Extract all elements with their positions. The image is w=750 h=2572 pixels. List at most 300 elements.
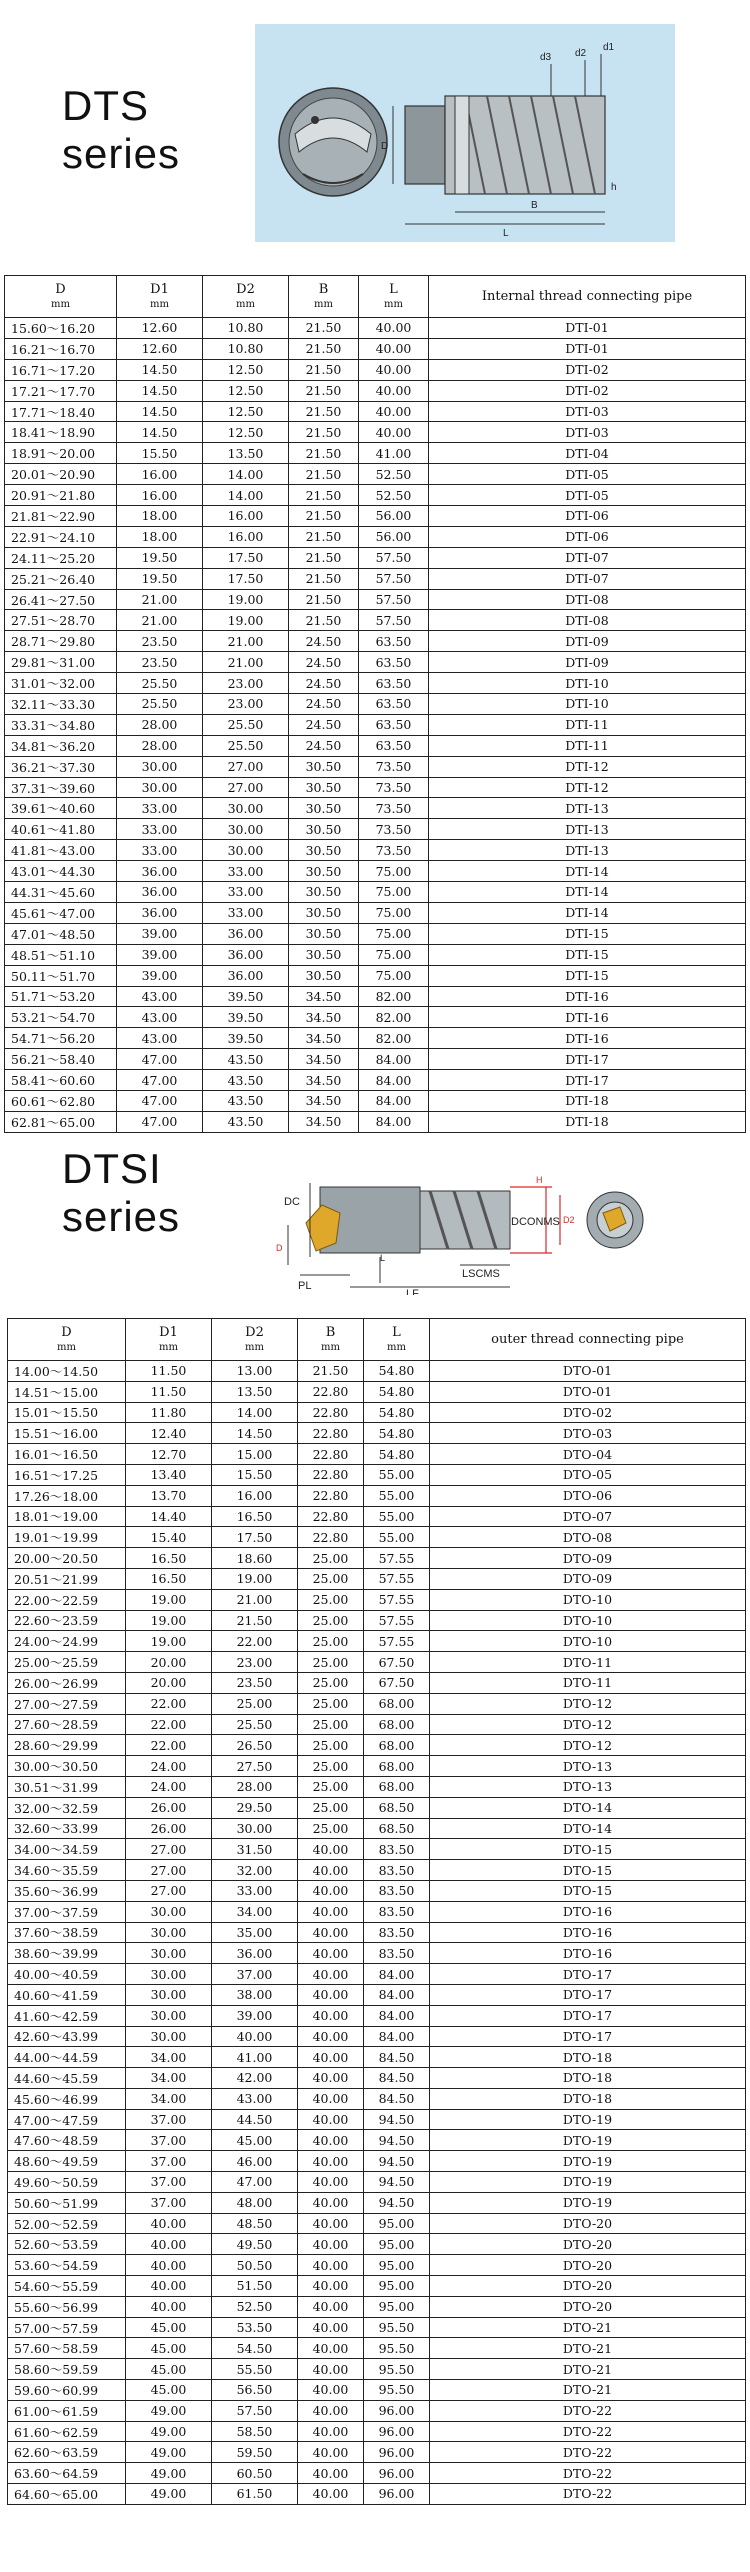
table-row bbox=[5, 485, 746, 506]
table-cell: 61.50 bbox=[212, 2484, 298, 2505]
table-cell: DTO-22 bbox=[430, 2400, 746, 2421]
dts-title-line1: DTS bbox=[62, 82, 149, 129]
table-cell: 25.00 bbox=[298, 1797, 364, 1818]
table-row bbox=[5, 714, 746, 735]
table-cell: 34.81～36.20 bbox=[5, 735, 117, 756]
table-row bbox=[8, 2088, 746, 2109]
table-cell: 63.50 bbox=[359, 694, 429, 715]
dtsi-col-b: B mm bbox=[298, 1319, 364, 1361]
table-cell: 30.00 bbox=[126, 2026, 212, 2047]
table-cell: 45.00 bbox=[126, 2359, 212, 2380]
table-row bbox=[5, 318, 746, 339]
table-cell: 22.00～22.59 bbox=[8, 1589, 126, 1610]
table-cell: 68.00 bbox=[364, 1714, 430, 1735]
table-cell: 50.60～51.99 bbox=[8, 2192, 126, 2213]
table-cell: 58.41～60.60 bbox=[5, 1070, 117, 1091]
table-cell: 40.00 bbox=[126, 2255, 212, 2276]
table-cell: 15.01～15.50 bbox=[8, 1402, 126, 1423]
table-cell: 38.60～39.99 bbox=[8, 1943, 126, 1964]
table-cell: 47.00 bbox=[117, 1049, 203, 1070]
table-cell: DTI-16 bbox=[429, 1028, 746, 1049]
table-cell: 19.01～19.99 bbox=[8, 1527, 126, 1548]
table-cell: 25.50 bbox=[117, 694, 203, 715]
table-cell: DTO-18 bbox=[430, 2047, 746, 2068]
table-row bbox=[8, 2213, 746, 2234]
table-cell: 40.00 bbox=[298, 1839, 364, 1860]
table-cell: DTO-01 bbox=[430, 1361, 746, 1382]
table-cell: 59.60～60.99 bbox=[8, 2380, 126, 2401]
table-cell: 41.81～43.00 bbox=[5, 840, 117, 861]
table-cell: 84.00 bbox=[364, 2026, 430, 2047]
table-cell: 20.91～21.80 bbox=[5, 485, 117, 506]
table-cell: 23.00 bbox=[212, 1652, 298, 1673]
table-cell: 64.60～65.00 bbox=[8, 2484, 126, 2505]
table-cell: 54.80 bbox=[364, 1444, 430, 1465]
table-row bbox=[8, 1984, 746, 2005]
table-cell: 40.00 bbox=[359, 401, 429, 422]
table-cell: 17.50 bbox=[203, 568, 289, 589]
table-row bbox=[8, 2421, 746, 2442]
table-cell: 57.50 bbox=[212, 2400, 298, 2421]
table-cell: DTI-10 bbox=[429, 694, 746, 715]
table-cell: 21.50 bbox=[289, 506, 359, 527]
table-cell: DTI-17 bbox=[429, 1049, 746, 1070]
table-cell: 44.00～44.59 bbox=[8, 2047, 126, 2068]
table-cell: 36.00 bbox=[117, 882, 203, 903]
table-cell: 34.50 bbox=[289, 1007, 359, 1028]
table-cell: 27.00 bbox=[203, 777, 289, 798]
table-cell: 56.50 bbox=[212, 2380, 298, 2401]
table-cell: 59.50 bbox=[212, 2442, 298, 2463]
table-cell: 36.00 bbox=[203, 965, 289, 986]
table-cell: 40.00 bbox=[298, 2463, 364, 2484]
table-cell: DTO-17 bbox=[430, 2005, 746, 2026]
table-cell: 37.00 bbox=[212, 1964, 298, 1985]
table-cell: 21.50 bbox=[298, 1361, 364, 1382]
table-cell: DTO-01 bbox=[430, 1381, 746, 1402]
table-cell: 26.50 bbox=[212, 1735, 298, 1756]
table-row bbox=[5, 526, 746, 547]
table-cell: 52.50 bbox=[359, 485, 429, 506]
table-cell: 40.00 bbox=[359, 338, 429, 359]
table-cell: 57.50 bbox=[359, 589, 429, 610]
table-cell: 75.00 bbox=[359, 861, 429, 882]
table-cell: 14.50 bbox=[117, 401, 203, 422]
table-cell: 17.21～17.70 bbox=[5, 380, 117, 401]
dtsi-table-body bbox=[8, 1361, 746, 2505]
table-cell: 14.50 bbox=[212, 1423, 298, 1444]
dtsi-label-d2: D2 bbox=[563, 1215, 575, 1225]
table-cell: 21.50 bbox=[289, 443, 359, 464]
table-cell: 73.50 bbox=[359, 756, 429, 777]
table-cell: DTI-18 bbox=[429, 1090, 746, 1111]
table-row bbox=[8, 2276, 746, 2297]
table-cell: 36.00 bbox=[203, 923, 289, 944]
table-cell: 36.00 bbox=[212, 1943, 298, 1964]
table-cell: 16.50 bbox=[126, 1548, 212, 1569]
table-row bbox=[8, 2151, 746, 2172]
table-cell: 94.50 bbox=[364, 2151, 430, 2172]
table-cell: 95.00 bbox=[364, 2213, 430, 2234]
table-cell: DTO-18 bbox=[430, 2088, 746, 2109]
table-cell: 36.00 bbox=[203, 944, 289, 965]
table-cell: 40.00 bbox=[298, 2276, 364, 2297]
table-cell: DTI-09 bbox=[429, 652, 746, 673]
table-cell: 14.51～15.00 bbox=[8, 1381, 126, 1402]
table-cell: 38.00 bbox=[212, 1984, 298, 2005]
table-cell: 24.50 bbox=[289, 673, 359, 694]
table-row bbox=[8, 1797, 746, 1818]
table-cell: 36.21～37.30 bbox=[5, 756, 117, 777]
table-cell: 44.50 bbox=[212, 2109, 298, 2130]
table-row bbox=[8, 2192, 746, 2213]
table-cell: 27.00 bbox=[126, 1860, 212, 1881]
table-cell: 54.50 bbox=[212, 2338, 298, 2359]
dtsi-label-pl: PL bbox=[298, 1280, 312, 1292]
table-cell: 45.00 bbox=[212, 2130, 298, 2151]
table-cell: DTO-20 bbox=[430, 2276, 746, 2297]
table-cell: 20.00 bbox=[126, 1652, 212, 1673]
table-cell: 34.50 bbox=[289, 1070, 359, 1091]
table-cell: 49.60～50.59 bbox=[8, 2172, 126, 2193]
table-cell: 36.00 bbox=[117, 902, 203, 923]
table-cell: DTI-04 bbox=[429, 443, 746, 464]
table-cell: 25.00 bbox=[212, 1693, 298, 1714]
table-cell: 19.00 bbox=[203, 589, 289, 610]
table-row bbox=[5, 819, 746, 840]
table-row bbox=[5, 401, 746, 422]
table-cell: 68.00 bbox=[364, 1735, 430, 1756]
table-cell: DTI-13 bbox=[429, 798, 746, 819]
table-cell: 25.00 bbox=[298, 1714, 364, 1735]
table-cell: 13.50 bbox=[203, 443, 289, 464]
table-cell: 29.50 bbox=[212, 1797, 298, 1818]
table-cell: 37.00 bbox=[126, 2109, 212, 2130]
dts-col-d: D mm bbox=[5, 276, 117, 318]
table-cell: 15.40 bbox=[126, 1527, 212, 1548]
table-cell: 13.40 bbox=[126, 1464, 212, 1485]
table-row bbox=[8, 1589, 746, 1610]
table-cell: 96.00 bbox=[364, 2463, 430, 2484]
table-cell: 30.51～31.99 bbox=[8, 1776, 126, 1797]
table-cell: DTO-16 bbox=[430, 1922, 746, 1943]
table-cell: DTO-06 bbox=[430, 1485, 746, 1506]
table-cell: 15.50 bbox=[212, 1464, 298, 1485]
table-cell: 27.50 bbox=[212, 1756, 298, 1777]
table-cell: 30.00 bbox=[126, 1901, 212, 1922]
table-cell: 40.00 bbox=[298, 2296, 364, 2317]
table-cell: 21.00 bbox=[203, 652, 289, 673]
table-cell: DTI-02 bbox=[429, 380, 746, 401]
table-cell: 47.00 bbox=[117, 1111, 203, 1132]
table-cell: DTI-11 bbox=[429, 714, 746, 735]
table-cell: DTI-09 bbox=[429, 631, 746, 652]
table-cell: 21.00 bbox=[117, 610, 203, 631]
table-cell: 25.50 bbox=[203, 735, 289, 756]
table-cell: 11.50 bbox=[126, 1361, 212, 1382]
table-cell: DTO-10 bbox=[430, 1589, 746, 1610]
table-row bbox=[8, 2026, 746, 2047]
table-cell: 46.00 bbox=[212, 2151, 298, 2172]
table-cell: DTO-21 bbox=[430, 2359, 746, 2380]
table-cell: 40.00 bbox=[126, 2213, 212, 2234]
table-cell: 40.00 bbox=[298, 2484, 364, 2505]
table-cell: 40.00 bbox=[298, 2338, 364, 2359]
table-cell: DTI-12 bbox=[429, 777, 746, 798]
table-row bbox=[8, 2296, 746, 2317]
dts-tool-diagram bbox=[255, 24, 675, 242]
table-cell: 40.00 bbox=[298, 2047, 364, 2068]
table-cell: DTI-08 bbox=[429, 589, 746, 610]
table-cell: 40.00 bbox=[298, 1901, 364, 1922]
table-cell: 52.00～52.59 bbox=[8, 2213, 126, 2234]
table-row bbox=[8, 2380, 746, 2401]
table-cell: DTI-07 bbox=[429, 568, 746, 589]
table-cell: 19.00 bbox=[126, 1610, 212, 1631]
table-cell: 40.00 bbox=[298, 2255, 364, 2276]
table-cell: 43.00 bbox=[212, 2088, 298, 2109]
table-cell: 17.50 bbox=[203, 547, 289, 568]
table-cell: 23.50 bbox=[117, 631, 203, 652]
dts-label-D: D bbox=[381, 141, 389, 152]
table-cell: 40.00 bbox=[298, 2400, 364, 2421]
table-cell: 84.00 bbox=[364, 2005, 430, 2026]
table-cell: 22.00 bbox=[212, 1631, 298, 1652]
dtsi-col-pipe: outer thread connecting pipe bbox=[430, 1319, 746, 1361]
table-cell: 40.00 bbox=[298, 1922, 364, 1943]
table-cell: 47.00 bbox=[117, 1090, 203, 1111]
table-cell: 24.00～24.99 bbox=[8, 1631, 126, 1652]
table-row bbox=[8, 1672, 746, 1693]
table-cell: 18.41～18.90 bbox=[5, 422, 117, 443]
table-cell: 43.50 bbox=[203, 1090, 289, 1111]
table-cell: 82.00 bbox=[359, 1007, 429, 1028]
table-cell: 34.00 bbox=[126, 2088, 212, 2109]
table-cell: 48.00 bbox=[212, 2192, 298, 2213]
table-row bbox=[8, 2338, 746, 2359]
table-row bbox=[8, 1735, 746, 1756]
table-cell: 12.50 bbox=[203, 401, 289, 422]
table-cell: DTI-02 bbox=[429, 359, 746, 380]
table-cell: 94.50 bbox=[364, 2109, 430, 2130]
table-cell: 52.50 bbox=[212, 2296, 298, 2317]
table-cell: 73.50 bbox=[359, 819, 429, 840]
table-cell: 82.00 bbox=[359, 986, 429, 1007]
table-cell: 49.00 bbox=[126, 2421, 212, 2442]
table-cell: 50.50 bbox=[212, 2255, 298, 2276]
table-row bbox=[5, 380, 746, 401]
table-cell: DTO-17 bbox=[430, 1984, 746, 2005]
table-row bbox=[8, 2400, 746, 2421]
table-cell: 63.50 bbox=[359, 652, 429, 673]
table-cell: 12.50 bbox=[203, 422, 289, 443]
table-row bbox=[5, 798, 746, 819]
table-cell: DTI-14 bbox=[429, 861, 746, 882]
table-cell: 25.00 bbox=[298, 1610, 364, 1631]
table-cell: 16.00 bbox=[212, 1485, 298, 1506]
table-cell: DTO-19 bbox=[430, 2151, 746, 2172]
dtsi-label-lscms: LSCMS bbox=[462, 1268, 500, 1280]
table-row bbox=[5, 568, 746, 589]
table-cell: 30.50 bbox=[289, 819, 359, 840]
table-cell: 27.00 bbox=[126, 1839, 212, 1860]
table-row bbox=[5, 1070, 746, 1091]
dts-title-line2: series bbox=[62, 130, 181, 177]
table-cell: 68.50 bbox=[364, 1797, 430, 1818]
dtsi-col-d1: D1 mm bbox=[126, 1319, 212, 1361]
table-cell: 57.55 bbox=[364, 1548, 430, 1569]
table-cell: 53.50 bbox=[212, 2317, 298, 2338]
table-cell: 40.00 bbox=[126, 2296, 212, 2317]
table-cell: 57.55 bbox=[364, 1568, 430, 1589]
table-cell: 40.60～41.59 bbox=[8, 1984, 126, 2005]
table-cell: 24.50 bbox=[289, 714, 359, 735]
table-cell: 30.00 bbox=[203, 840, 289, 861]
table-cell: DTO-04 bbox=[430, 1444, 746, 1465]
table-cell: 25.50 bbox=[117, 673, 203, 694]
table-cell: DTI-15 bbox=[429, 923, 746, 944]
table-cell: 95.00 bbox=[364, 2255, 430, 2276]
table-cell: 40.00 bbox=[298, 2380, 364, 2401]
table-row bbox=[5, 422, 746, 443]
table-cell: 40.00 bbox=[298, 1964, 364, 1985]
table-cell: 40.00 bbox=[126, 2234, 212, 2255]
table-cell: 23.00 bbox=[203, 673, 289, 694]
table-cell: 30.50 bbox=[289, 756, 359, 777]
table-cell: 73.50 bbox=[359, 840, 429, 861]
table-cell: 16.71～17.20 bbox=[5, 359, 117, 380]
table-cell: 18.91～20.00 bbox=[5, 443, 117, 464]
table-cell: 15.51～16.00 bbox=[8, 1423, 126, 1444]
table-cell: 50.11～51.70 bbox=[5, 965, 117, 986]
table-cell: 42.60～43.99 bbox=[8, 2026, 126, 2047]
table-cell: 28.00 bbox=[117, 714, 203, 735]
table-row bbox=[8, 1527, 746, 1548]
table-cell: 16.01～16.50 bbox=[8, 1444, 126, 1465]
table-cell: 26.00～26.99 bbox=[8, 1672, 126, 1693]
table-cell: 21.50 bbox=[289, 589, 359, 610]
table-row bbox=[5, 1007, 746, 1028]
table-cell: 16.50 bbox=[212, 1506, 298, 1527]
dts-spec-table bbox=[4, 275, 746, 1133]
table-cell: 20.00～20.50 bbox=[8, 1548, 126, 1569]
table-cell: 37.60～38.59 bbox=[8, 1922, 126, 1943]
table-cell: 18.00 bbox=[117, 506, 203, 527]
table-cell: 54.80 bbox=[364, 1423, 430, 1444]
table-row bbox=[8, 2463, 746, 2484]
table-cell: DTI-15 bbox=[429, 944, 746, 965]
table-cell: 12.60 bbox=[117, 318, 203, 339]
table-cell: 40.00 bbox=[359, 422, 429, 443]
table-row bbox=[8, 1860, 746, 1881]
table-cell: 40.00～40.59 bbox=[8, 1964, 126, 1985]
table-row bbox=[5, 443, 746, 464]
table-cell: 40.00 bbox=[359, 380, 429, 401]
table-cell: 63.50 bbox=[359, 673, 429, 694]
table-cell: 25.00～25.59 bbox=[8, 1652, 126, 1673]
table-cell: 32.00 bbox=[212, 1860, 298, 1881]
table-cell: DTI-17 bbox=[429, 1070, 746, 1091]
table-cell: 25.00 bbox=[298, 1631, 364, 1652]
table-cell: 22.00 bbox=[126, 1735, 212, 1756]
table-cell: 43.50 bbox=[203, 1111, 289, 1132]
table-cell: 95.50 bbox=[364, 2317, 430, 2338]
table-row bbox=[5, 902, 746, 923]
table-row bbox=[5, 756, 746, 777]
table-cell: 24.50 bbox=[289, 735, 359, 756]
table-cell: 48.51～51.10 bbox=[5, 944, 117, 965]
dts-label-d1: d1 bbox=[603, 42, 615, 53]
table-cell: 11.80 bbox=[126, 1402, 212, 1423]
table-cell: 40.00 bbox=[298, 2234, 364, 2255]
table-cell: 47.60～48.59 bbox=[8, 2130, 126, 2151]
table-cell: 30.50 bbox=[289, 902, 359, 923]
dtsi-header-row bbox=[8, 1319, 746, 1361]
table-cell: DTO-21 bbox=[430, 2317, 746, 2338]
table-cell: 24.50 bbox=[289, 652, 359, 673]
table-cell: 40.61～41.80 bbox=[5, 819, 117, 840]
table-cell: 40.00 bbox=[298, 2317, 364, 2338]
dts-header-row bbox=[5, 276, 746, 318]
table-cell: 22.80 bbox=[298, 1423, 364, 1444]
table-cell: 29.81～31.00 bbox=[5, 652, 117, 673]
table-row bbox=[5, 1111, 746, 1132]
table-cell: DTO-05 bbox=[430, 1464, 746, 1485]
table-cell: DTO-20 bbox=[430, 2296, 746, 2317]
table-cell: DTO-17 bbox=[430, 1964, 746, 1985]
table-cell: 57.55 bbox=[364, 1610, 430, 1631]
table-row bbox=[5, 547, 746, 568]
table-cell: 28.00 bbox=[117, 735, 203, 756]
table-cell: 37.00 bbox=[126, 2172, 212, 2193]
table-cell: 30.00 bbox=[117, 777, 203, 798]
table-cell: 83.50 bbox=[364, 1860, 430, 1881]
table-cell: 33.31～34.80 bbox=[5, 714, 117, 735]
table-row bbox=[8, 2005, 746, 2026]
table-cell: DTO-02 bbox=[430, 1402, 746, 1423]
table-cell: DTI-01 bbox=[429, 338, 746, 359]
table-cell: 43.00 bbox=[117, 1028, 203, 1049]
table-cell: DTI-16 bbox=[429, 1007, 746, 1028]
table-cell: 54.80 bbox=[364, 1361, 430, 1382]
table-row bbox=[8, 1631, 746, 1652]
table-cell: DTO-13 bbox=[430, 1756, 746, 1777]
table-cell: 35.00 bbox=[212, 1922, 298, 1943]
dtsi-label-dc: DC bbox=[284, 1196, 300, 1208]
table-cell: 45.00 bbox=[126, 2338, 212, 2359]
table-cell: 84.50 bbox=[364, 2068, 430, 2089]
table-row bbox=[5, 965, 746, 986]
table-row bbox=[8, 2068, 746, 2089]
table-cell: DTI-10 bbox=[429, 673, 746, 694]
table-cell: 25.00 bbox=[298, 1818, 364, 1839]
table-cell: 30.50 bbox=[289, 944, 359, 965]
table-row bbox=[8, 1568, 746, 1589]
table-cell: 37.00 bbox=[126, 2130, 212, 2151]
table-row bbox=[5, 631, 746, 652]
table-row bbox=[5, 735, 746, 756]
table-cell: 14.40 bbox=[126, 1506, 212, 1527]
table-cell: 15.60～16.20 bbox=[5, 318, 117, 339]
table-cell: 20.00 bbox=[126, 1672, 212, 1693]
table-cell: DTO-07 bbox=[430, 1506, 746, 1527]
table-cell: 51.50 bbox=[212, 2276, 298, 2297]
table-cell: 24.00 bbox=[126, 1756, 212, 1777]
table-cell: 75.00 bbox=[359, 902, 429, 923]
table-cell: 30.50 bbox=[289, 777, 359, 798]
table-cell: 84.50 bbox=[364, 2047, 430, 2068]
table-cell: 39.00 bbox=[212, 2005, 298, 2026]
